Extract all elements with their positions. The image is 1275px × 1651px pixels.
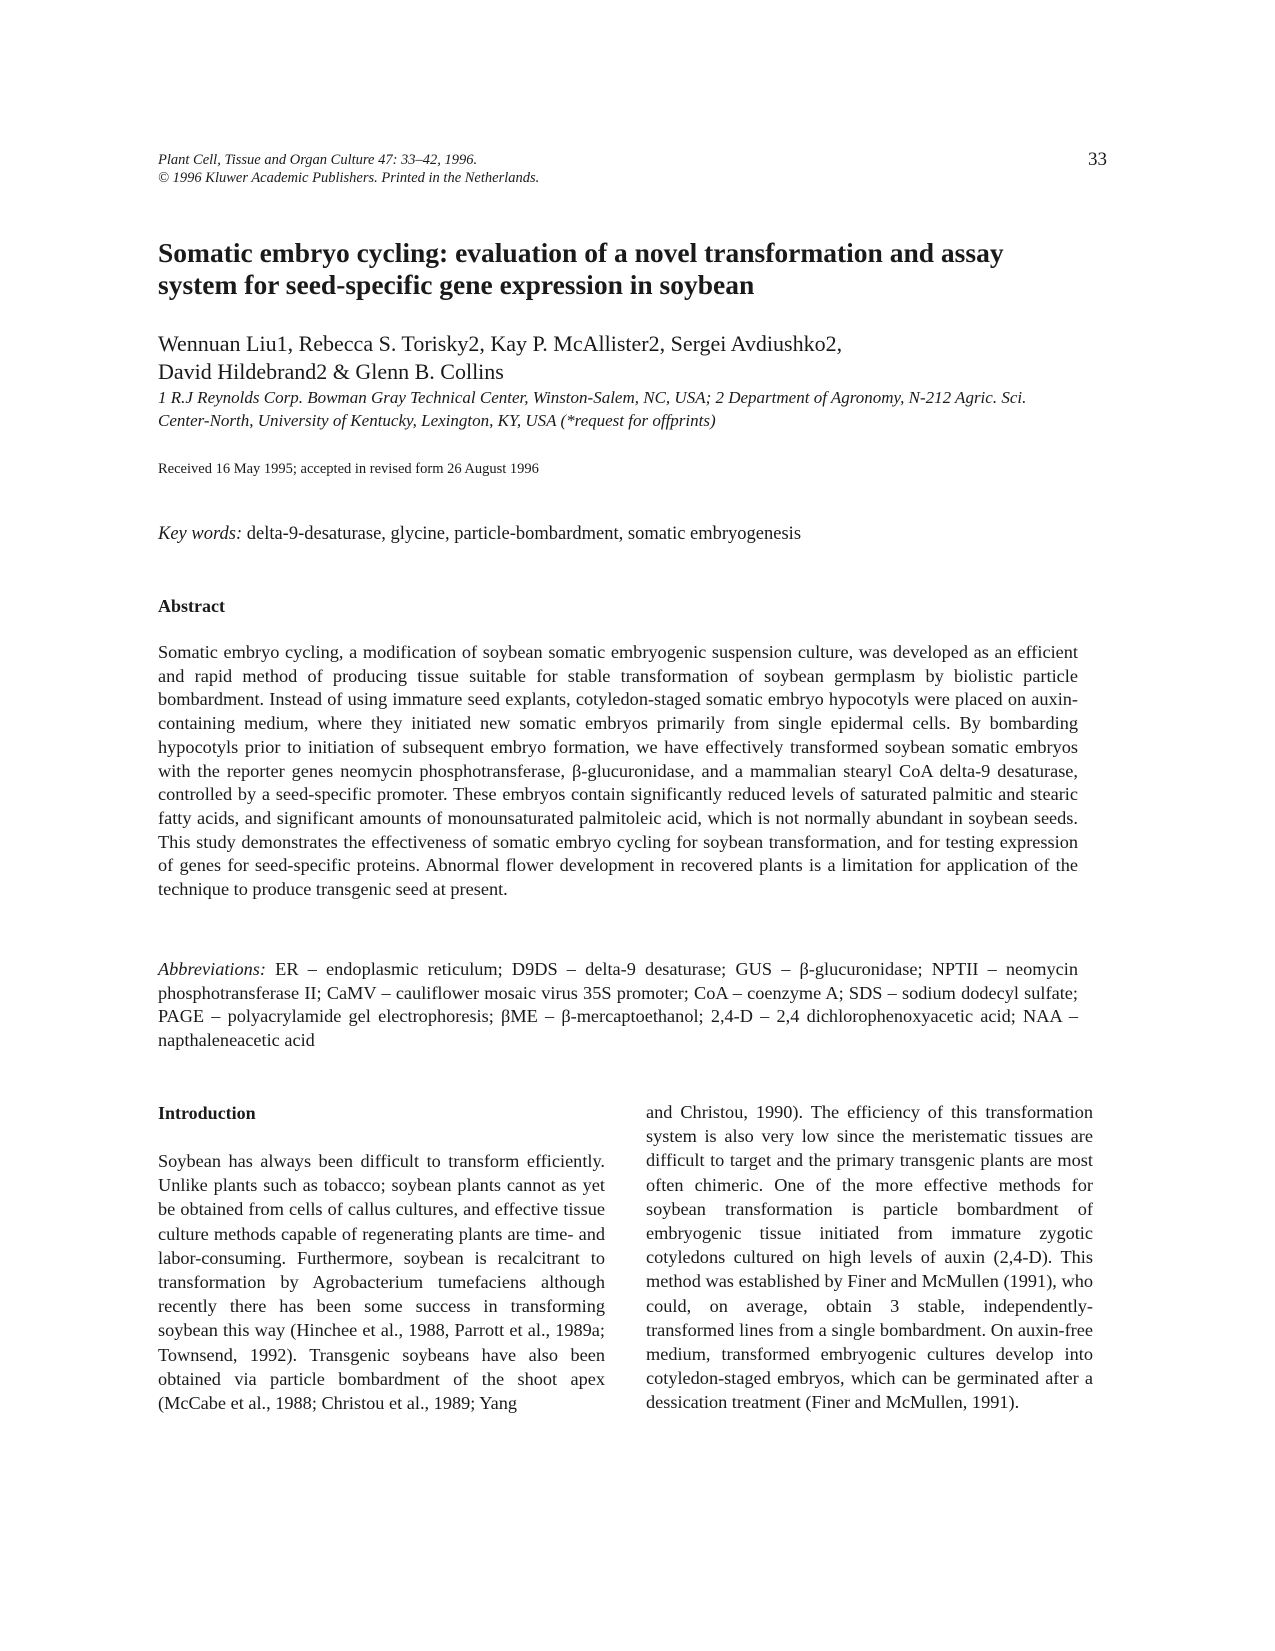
author-line-1: Wennuan Liu1, Rebecca S. Torisky2, Kay P. McAllister2, Sergei Avdiushko2,: [158, 331, 843, 356]
received-dates: Received 16 May 1995; accepted in revised form 26 August 1996: [158, 461, 539, 477]
abbreviations-paragraph: [158, 958, 1078, 1053]
abstract-heading: Abstract: [158, 596, 225, 616]
abbreviations-label: Abbreviations:: [158, 959, 266, 979]
keywords-list: delta-9-desaturase, glycine, particle-bombardment, somatic embryogenesis: [246, 524, 802, 544]
author-affiliations: 1 R.J Reynolds Corp. Bowman Gray Technical Center, Winston-Salem, NC, USA; 2 Department of Agronomy, N-212 Agric. Sci. Center-North, University of Kentucky, Lexington, KY, USA (*request for offprints): [158, 388, 1027, 430]
page-number: 33: [1088, 149, 1107, 170]
keywords-line: [158, 524, 1078, 545]
introduction-left-column: Soybean has always been difficult to transform efficiently. Unlike plants such as tobacco; soybean plants cannot as yet be obtained from cells of callus cultures, and effective tissue culture methods capable of regenerating plants are time- and labor-consuming. Furthermore, soybean is recalcitrant to transformation by Agrobacterium tumefaciens although recently there has been some success in transforming soybean this way (Hinchee et al., 1988, Parrott et al., 1989a; Townsend, 1992). Transgenic soybeans have also been obtained via particle bombardment of the shoot apex (McCabe et al., 1988; Christou et al., 1989; Yang: [158, 1151, 605, 1414]
introduction-heading: Introduction: [158, 1103, 256, 1123]
introduction-right-column: and Christou, 1990). The efficiency of this transformation system is also very low since the meristematic tissues are difficult to target and the primary transgenic plants are most often chimeric. One of the more effective methods for soybean transformation is particle bombardment of embryogenic tissue initiated from immature zygotic cotyledons cultured on high levels of auxin (2,4-D). This method was established by Finer and McMullen (1991), who could, on average, obtain 3 stable, independently-transformed lines from a single bombardment. On auxin-free medium, transformed embryogenic cultures develop into cotyledon-staged embryos, which can be germinated after a dessication treatment (Finer and McMullen, 1991).: [646, 1102, 1093, 1413]
journal-citation: Plant Cell, Tissue and Organ Culture 47: 33–42, 1996.: [158, 152, 478, 168]
keywords-label: Key words:: [158, 524, 243, 544]
article-title: Somatic embryo cycling: evaluation of a novel transformation and assay system for seed-specific gene expression in soybean: [158, 237, 1004, 300]
abbreviations-list: ER – endoplasmic reticulum; D9DS – delta-9 desaturase; GUS – β-glucuronidase; NPTII – neomycin phosphotransferase II; CaMV – cauliflower mosaic virus 35S promoter; CoA – coenzyme A; SDS – sodium dodecyl sulfate; PAGE – polyacrylamide gel electrophoresis; βME – β-mercaptoethanol; 2,4-D – 2,4 dichlorophenoxyacetic acid; NAA – napthaleneacetic acid: [158, 959, 1078, 1051]
abstract-body: Somatic embryo cycling, a modification of soybean somatic embryogenic suspension culture, was developed as an efficient and rapid method of producing tissue suitable for stable transformation of soybean germplasm by biolistic particle bombardment. Instead of using immature seed explants, cotyledon-staged somatic embryo hypocotyls were placed on auxin-containing medium, where they initiated new somatic embryos primarily from single epidermal cells. By bombarding hypocotyls prior to initiation of subsequent embryo formation, we have effectively transformed soybean somatic embryos with the reporter genes neomycin phosphotransferase, β-glucuronidase, and a mammalian stearyl CoA delta-9 desaturase, controlled by a seed-specific promoter. These embryos contain significantly reduced levels of saturated palmitic and stearic fatty acids, and significant amounts of monounsaturated palmitoleic acid, which is not normally abundant in soybean seeds. This study demonstrates the effectiveness of somatic embryo cycling for soybean transformation, and for testing expression of genes for seed-specific proteins. Abnormal flower development in recovered plants is a limitation for application of the technique to produce transgenic seed at present.: [158, 642, 1078, 900]
author-list: [158, 330, 1078, 386]
copyright-line: © 1996 Kluwer Academic Publishers. Printed in the Netherlands.: [158, 170, 540, 186]
author-line-2: David Hildebrand2 & Glenn B. Collins: [158, 359, 504, 384]
journal-header: [158, 151, 858, 187]
